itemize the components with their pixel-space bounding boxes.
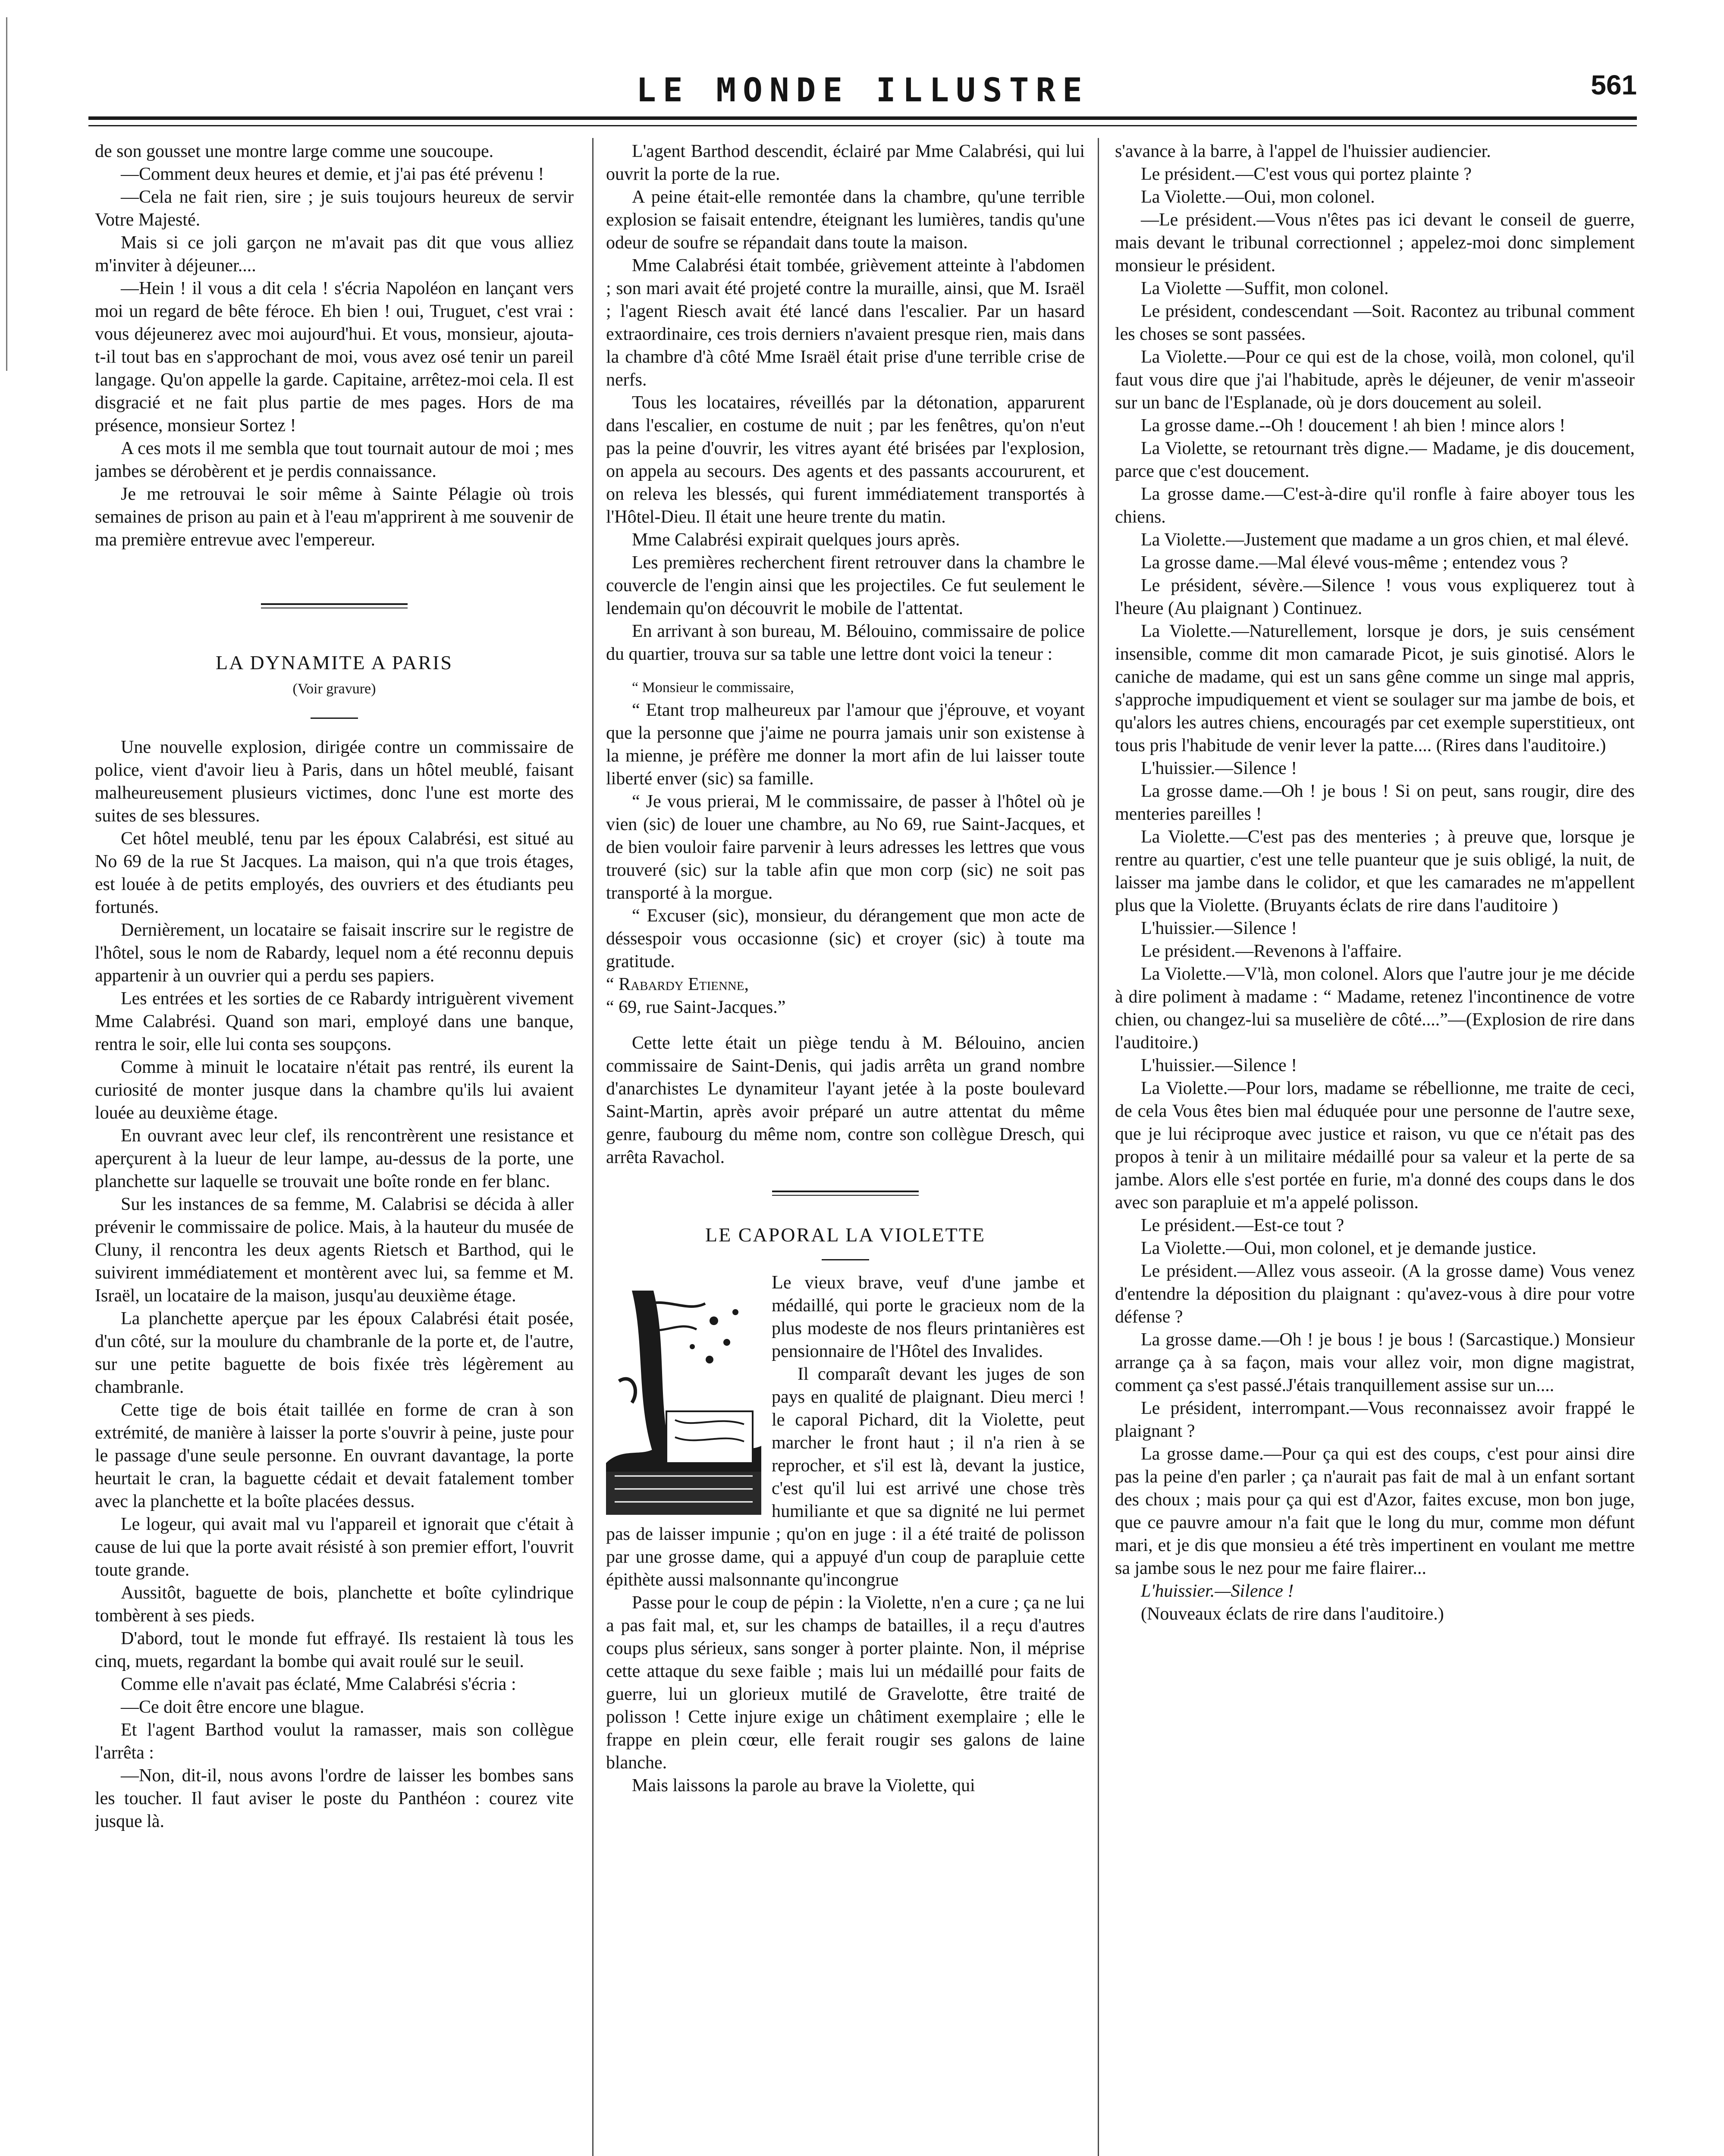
paragraph: Dernièrement, un locataire se faisait inscrire sur le registre de l'hôtel, sous le nom de Rabardy, lequel nom a été reconnu depuis appartenir à un ouvrier qui a perdu ses papiers.	[95, 920, 574, 986]
paragraph: Comme à minuit le locataire n'était pas rentré, ils eurent la curiosité de monter jusque dans la chambre qu'ils lui avaient louée au deuxième étage.	[95, 1057, 574, 1123]
paragraph: Mais laissons la parole au brave la Violette, qui	[632, 1776, 975, 1796]
letter-paragraph: “ Excuser (sic), monsieur, du dérangement que mon acte de déssespoir vous occasionne (sic) et croyer (sic) à toute ma gratitude.	[606, 906, 1085, 971]
header-rule-thin	[88, 125, 1637, 126]
column-3	[1115, 140, 1635, 2156]
paragraph: —Hein ! il vous a dit cela ! s'écria Napoléon en lançant vers moi un regard de bête féroce. Eh bien ! oui, Truguet, c'est vrai : vous déjeunerez avec moi aujourd'hui. Et vous, monsieur, ajouta-t-il tout bas en s'approchant de moi, vous avez osé tenir un pareil langage. Qu'on appelle la garde. Capitaine, arrêtez-moi cela. Il est disgracié et ne fait plus partie de mes pages. Hors de ma présence, monsieur Sortez !	[95, 279, 574, 436]
dialogue-line: L'huissier.—Silence !	[1141, 758, 1297, 778]
paragraph: Cet hôtel meublé, tenu par les époux Calabrési, est situé au No 69 de la rue St Jacques. La maison, qui n'a que trois étages, est louée à de petits employés, des ouvriers et des étudiants peu fortunés.	[95, 829, 574, 917]
dialogue-line: Le président.—Revenons à l'affaire.	[1141, 941, 1402, 961]
dialogue-line: La Violette.—Oui, mon colonel.	[1141, 187, 1375, 207]
paragraph: Les entrées et les sorties de ce Rabardy intriguèrent vivement Mme Calabrési. Quand son mari, employé dans une banque, rentra le soir, elle lui conta ses soupçons.	[95, 989, 574, 1054]
dialogue-line: Le président.—Est-ce tout ?	[1141, 1216, 1344, 1235]
dialogue-line: La Violette.—V'là, mon colonel. Alors que l'autre jour je me décide à dire poliment à madame : “ Madame, retenez l'incontinence de votre chien, ou changez-lui sa muselière de côté....”—(Explosion de rire dans l'auditoire.)	[1115, 964, 1635, 1053]
article-title: LA DYNAMITE A PARIS	[216, 652, 453, 674]
dialogue-line: La Violette.—C'est pas des menteries ; à preuve que, lorsque je rentre au quartier, c'est une telle puanteur que je suis obligé, la nuit, de laisser ma jambe dans le colidor, et que les camarades ne m'appellent plus que la Violette. (Bruyants éclats de rire dans l'auditoire )	[1115, 827, 1635, 915]
paragraph: Cette lette était un piège tendu à M. Bélouino, ancien commissaire de Saint-Denis, qui jadis arrêta un grand nombre d'anarchistes Le dynamiteur l'ayant jetée à la poste boulevard Saint-Martin, après avoir préparé un autre attentat du même genre, faubourg du même nom, contre son collègue Dresch, qui arrêta Ravachol.	[606, 1033, 1085, 1167]
letter-salutation: “ Monsieur le commissaire,	[632, 680, 794, 696]
paragraph: Je me retrouvai le soir même à Sainte Pélagie où trois semaines de prison au pain et à l'eau m'apprirent à me souvenir de ma première entrevue avec l'empereur.	[95, 484, 574, 550]
dropcap-illustration	[606, 1273, 761, 1515]
dialogue-line: L'huissier.—Silence !	[1141, 1581, 1294, 1601]
dialogue-line: La Violette, se retournant très digne.— Madame, je dis doucement, parce que c'est doucement.	[1115, 439, 1635, 481]
paragraph: Mme Calabrési expirait quelques jours après.	[632, 530, 960, 550]
article-subtitle: (Voir gravure)	[292, 681, 376, 697]
paragraph: de son gousset une montre large comme une soucoupe.	[95, 141, 494, 161]
paragraph: Le logeur, qui avait mal vu l'appareil et ignorait que c'était à cause de lui que la porte avait résisté à son premier effort, l'ouvrit toute grande.	[95, 1514, 574, 1580]
paragraph: Les premières recherchent firent retrouver dans la chambre le couvercle de l'engin ainsi que les projectiles. Ce fut seulement le lendemain qu'on découvrit le mobile de l'attentat.	[606, 553, 1085, 618]
dropcap-letter: L	[772, 1272, 783, 1293]
paragraph: Mme Calabrési était tombée, grièvement atteinte à l'abdomen ; son mari avait été projeté contre la muraille, ainsi, que M. Israël ; l'agent Riesch avait été lancé dans l'escalier. Par un hasard extraordinaire, ces trois derniers n'avaient presque rien, mais dans la chambre d'à côté Mme Israël était prise d'une terrible crise de nerfs.	[606, 256, 1085, 390]
dialogue-line: Le président.—C'est vous qui portez plainte ?	[1141, 164, 1472, 184]
letter-signature-name: “ Rabardy Etienne,	[606, 975, 749, 994]
column-1	[95, 140, 574, 2156]
column-separator	[1098, 138, 1099, 2156]
letter-paragraph: “ Etant trop malheureux par l'amour que j'éprouve, et voyant que la personne que j'aime ne pourra jamais unir son existense à la mienne, je préfère me donner la mort afin de lui laisser toute liberté enver (sic) sa famille.	[606, 700, 1085, 789]
paragraph: En ouvrant avec leur clef, ils rencontrèrent une resistance et aperçurent à la lueur de leur lampe, au-dessus de la porte, une planchette sur laquelle se trouvait une boîte ronde en fer blanc.	[95, 1126, 574, 1191]
dialogue-line: La Violette.—Naturellement, lorsque je dors, je suis censément insensible, comme dit mon camarade Picot, je suis ginotisé. Alors le caniche de madame, qui est un sans gêne comme un singe mal appris, s'approche impudiquement et vient se soulager sur ma jambe de bois, et qu'alors les autres chiens, encouragés par cet exemple superstitieux, ont tous pris l'habitude de venir lever la patte.... (Rires dans l'auditoire.)	[1115, 621, 1635, 755]
paragraph: —Cela ne fait rien, sire ; je suis toujours heureux de servir Votre Majesté.	[95, 187, 574, 230]
paragraph: L'agent Barthod descendit, éclairé par Mme Calabrési, qui lui ouvrit la porte de la rue.	[606, 141, 1085, 184]
paragraph: Il comparaît devant les juges de son pays en qualité de plaignant. Dieu merci ! le caporal Pichard, dit la Violette, peut marcher le front haut ; il n'a rien à se reprocher, et s'il est là, devant la justice, c'est qu'il lui est arrivé une chose très humiliante et que sa dignité ne lui permet pas de laisser impunie ; qu'on en juge : il a été traité de polisson par une grosse dame, qui a appuyé d'un coup de parapluie cette épithète aussi malsonnante qu'incongrue	[606, 1364, 1085, 1590]
letter-paragraph: “ Je vous prierai, M le commissaire, de passer à l'hôtel où je vien (sic) de louer une chambre, au No 69, rue Saint-Jacques, et de bien vouloir faire parvenir à leurs adresses les lettres que vous trouveré (sic) sur la table afin que mon corp (sic) ne soit pas transporté à la morgue.	[606, 792, 1085, 903]
dialogue-line: La Violette.—Justement que madame a un gros chien, et mal élevé.	[1141, 530, 1629, 550]
ornamental-illustration	[606, 1273, 761, 1515]
paragraph: D'abord, tout le monde fut effrayé. Ils restaient là tous les cinq, muets, regardant la bombe qui avait roulé sur le seuil.	[95, 1629, 574, 1671]
dialogue-line: Le président, condescendant —Soit. Racontez au tribunal comment les choses se sont passées.	[1115, 301, 1635, 344]
dialogue-line: La Violette —Suffit, mon colonel.	[1141, 279, 1389, 298]
paragraph: A peine était-elle remontée dans la chambre, qu'une terrible explosion se faisait entendre, éteignant les lumières, tandis qu'une odeur de soufre se répandait dans toute la maison.	[606, 187, 1085, 253]
dialogue-line: —Le président.—Vous n'êtes pas ici devant le conseil de guerre, mais devant le tribunal correctionnel ; appelez-moi donc simplement monsieur le président.	[1115, 210, 1635, 276]
dialogue-line: La grosse dame.—C'est-à-dire qu'il ronfle à faire aboyer tous les chiens.	[1115, 484, 1635, 527]
page-header	[88, 65, 1637, 112]
dialogue-line: Le président, sévère.—Silence ! vous vous expliquerez tout à l'heure (Au plaignant ) Continuez.	[1115, 576, 1635, 618]
dialogue-line: La grosse dame.—Mal élevé vous-même ; entendez vous ?	[1141, 553, 1568, 573]
dialogue-line: La grosse dame.--Oh ! doucement ! ah bien ! mince alors !	[1141, 416, 1566, 436]
dialogue-line: L'huissier.—Silence !	[1141, 918, 1297, 938]
dialogue-line: La grosse dame.—Oh ! je bous ! Si on peut, sans rougir, dire des menteries pareilles !	[1115, 781, 1635, 824]
section-divider	[772, 1191, 919, 1196]
paragraph: s'avance à la barre, à l'appel de l'huissier audiencier.	[1115, 141, 1491, 161]
paragraph: Aussitôt, baguette de bois, planchette et boîte cylindrique tombèrent à ses pieds.	[95, 1583, 574, 1626]
paragraph: —Non, dit-il, nous avons l'ordre de laisser les bombes sans les toucher. Il faut aviser le poste du Panthéon : courez vite jusque là.	[95, 1766, 574, 1831]
paragraph: Tous les locataires, réveillés par la détonation, apparurent dans l'escalier, en costume de nuit ; par les fenêtres, qu'on n'eut pas la peine d'ouvrir, les vitres ayant été brisées par l'explosion, on appela au secours. Des agents et des passants accoururent, et on releva les blessés, qui furent immédiatement transportés à l'Hôtel-Dieu. Il était une heure trente du matin.	[606, 393, 1085, 527]
column-separator	[592, 138, 594, 2156]
dialogue-line: L'huissier.—Silence !	[1141, 1056, 1297, 1075]
dialogue-line: La Violette.—Oui, mon colonel, et je demande justice.	[1141, 1238, 1536, 1258]
dialogue-line: La Violette.—Pour lors, madame se rébellionne, me traite de ceci, de cela Vous êtes bien mal éduquée pour une personne de l'autre sexe, que je lui réciproque avec justice et raison, vu que ce n'était pas des propos à tenir à un militaire médaillé pour sa valeur et la perte de sa jambe. Alors elle s'est portée en furie, m'a donné des coups dans le dos avec son parapluie et m'a appelé polisson.	[1115, 1078, 1635, 1213]
closing-paragraph: (Nouveaux éclats de rire dans l'auditoire.)	[1141, 1604, 1444, 1624]
paragraph: Sur les instances de sa femme, M. Calabrisi se décida à aller prévenir le commissaire de police. Mais, à la hauteur du musée de Cluny, il rencontra les deux agents Rietsch et Barthod, qui le suivirent immédiatement et montèrent avec lui, sa femme et M. Israël, un locataire de la maison, jusqu'au deuxième étage.	[95, 1194, 574, 1306]
paragraph: Comme elle n'avait pas éclaté, Mme Calabrési s'écria :	[121, 1674, 516, 1694]
lead-text: e vieux brave, veuf d'une jambe et médaillé, qui porte le gracieux nom de la plus modeste de nos fleurs printanières est pensionnaire de l'Hôtel des Invalides.	[772, 1273, 1085, 1361]
paragraph: Et l'agent Barthod voulut la ramasser, mais son collègue l'arrêta :	[95, 1720, 574, 1763]
paragraph: Une nouvelle explosion, dirigée contre un commissaire de police, vient d'avoir lieu à Paris, dans un hôtel meublé, faisant malheureusement plusieurs victimes, donc l'une est morte des suites de ses blessures.	[95, 737, 574, 826]
dialogue-line: La grosse dame.—Pour ça qui est des coups, c'est pour ainsi dire pas la peine d'en parler ; ça n'aurait pas fait de mal à un enfant sortant des choux ; mais pour ça qui est d'Azor, faites excuse, mon bon juge, que ce pauvre amour n'a fait que le long du mur, comme mon défunt mari, et je dis que monsieu a été très impertinent en voulant me mettre sa jambe sous le nez pour me faire flairer...	[1115, 1444, 1635, 1578]
dialogue-line: Le président.—Allez vous asseoir. (A la grosse dame) Vous venez d'entendre la déposition du plaignant : qu'avez-vous à dire pour votre défense ?	[1115, 1261, 1635, 1327]
paragraph: —Ce doit être encore une blague.	[121, 1697, 364, 1717]
dialogue-line: La Violette.—Pour ce qui est de la chose, voilà, mon colonel, qu'il faut vous dire que j'ai l'habitude, après le déjeuner, de venir m'asseoir sur un banc de l'Esplanade, où je dors doucement au soleil.	[1115, 347, 1635, 413]
article-title: LE CAPORAL LA VIOLETTE	[705, 1224, 986, 1246]
dialogue-line: Le président, interrompant.—Vous reconnaissez avoir frappé le plaignant ?	[1115, 1398, 1635, 1441]
page-number: 561	[1591, 69, 1637, 100]
paragraph: La planchette aperçue par les époux Calabrési était posée, d'un côté, sur la moulure du chambranle de la porte et, de l'autre, sur une petite baguette de bois fixée très légèrement au chambranle.	[95, 1309, 574, 1397]
scan-edge-line	[6, 17, 7, 371]
letter-signature-address: “ 69, rue Saint-Jacques.”	[606, 997, 786, 1017]
paragraph: —Comment deux heures et demie, et j'ai pas été prévenu !	[121, 164, 544, 184]
paragraph: Mais si ce joli garçon ne m'avait pas dit que vous alliez m'inviter à déjeuner....	[95, 233, 574, 276]
paragraph: A ces mots il me sembla que tout tournait autour de moi ; mes jambes se dérobèrent et je perdis connaissance.	[95, 439, 574, 481]
column-2	[606, 140, 1085, 2156]
paragraph: Cette tige de bois était taillée en forme de cran à son extrémité, de manière à laisser la porte s'ouvrir à peine, juste pour le passage d'une seule personne. En ouvrant davantage, la porte heurtait le cran, la baguette cédait et devait fatalement tomber avec la planchette et la boîte placées dessus.	[95, 1400, 574, 1511]
header-rule-thick	[88, 116, 1637, 120]
paragraph: Passe pour le coup de pépin : la Violette, n'en a cure ; ça ne lui a pas fait mal, et, sur les champs de batailles, il a reçu d'autres coups plus sérieux, sans songer à porter plainte. Non, il méprise cette attaque du sexe faible ; mais lui un médaillé pour faits de guerre, lui un glorieux mutilé de Gravelotte, être traité de polisson ! Cette injure exige un châtiment exemplaire ; elle le frappe en plein cœur, elle ferait rougir ses galons de laine blanche.	[606, 1593, 1085, 1773]
section-divider	[261, 603, 408, 608]
masthead: LE MONDE ILLUSTRE	[636, 71, 1089, 109]
dialogue-line: La grosse dame.—Oh ! je bous ! je bous ! (Sarcastique.) Monsieur arrange ça à sa façon, mais vour allez voir, mon digne magistrat, comment ça s'est passé.J'étais tranquillement assise sur un....	[1115, 1330, 1635, 1395]
paragraph: En arrivant à son bureau, M. Bélouino, commissaire de police du quartier, trouva sur sa table une lettre dont voici la teneur :	[606, 621, 1085, 664]
